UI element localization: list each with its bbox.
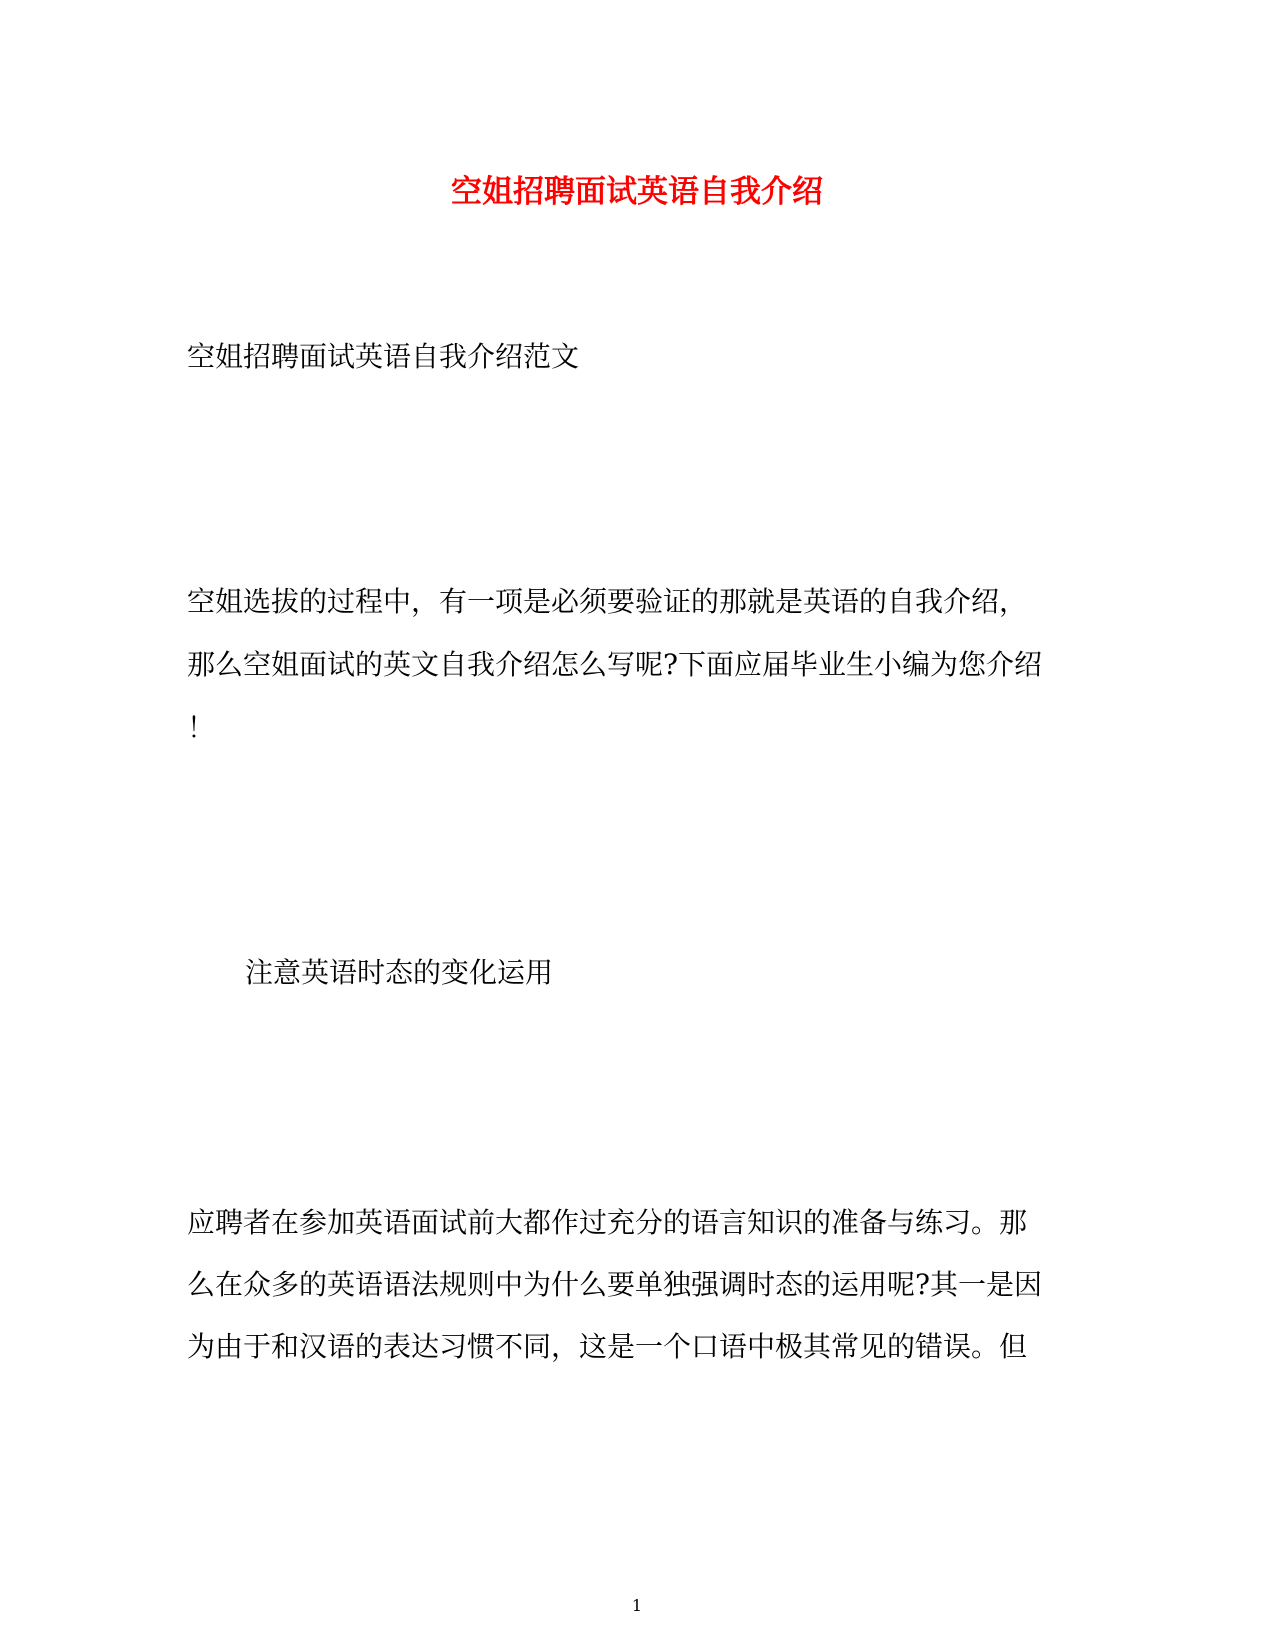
body-line-3: 为由于和汉语的表达习惯不同，这是一个口语中极其常见的错误。但	[187, 1330, 1028, 1363]
page-number: 1	[631, 1596, 643, 1615]
intro-line-1: 空姐选拔的过程中，有一项是必须要验证的那就是英语的自我介绍，	[187, 585, 1028, 618]
section-heading: 注意英语时态的变化运用	[245, 956, 554, 989]
intro-line-2: 那么空姐面试的英文自我介绍怎么写呢?下面应届毕业生小编为您介绍	[187, 648, 1043, 681]
body-line-1: 应聘者在参加英语面试前大都作过充分的语言知识的准备与练习。那	[187, 1206, 1028, 1239]
document-title: 空姐招聘面试英语自我介绍	[451, 174, 823, 210]
intro-line-3: ！	[187, 711, 216, 744]
document-subtitle: 空姐招聘面试英语自我介绍范文	[187, 340, 580, 373]
body-line-2: 么在众多的英语语法规则中为什么要单独强调时态的运用呢?其一是因	[187, 1268, 1043, 1301]
